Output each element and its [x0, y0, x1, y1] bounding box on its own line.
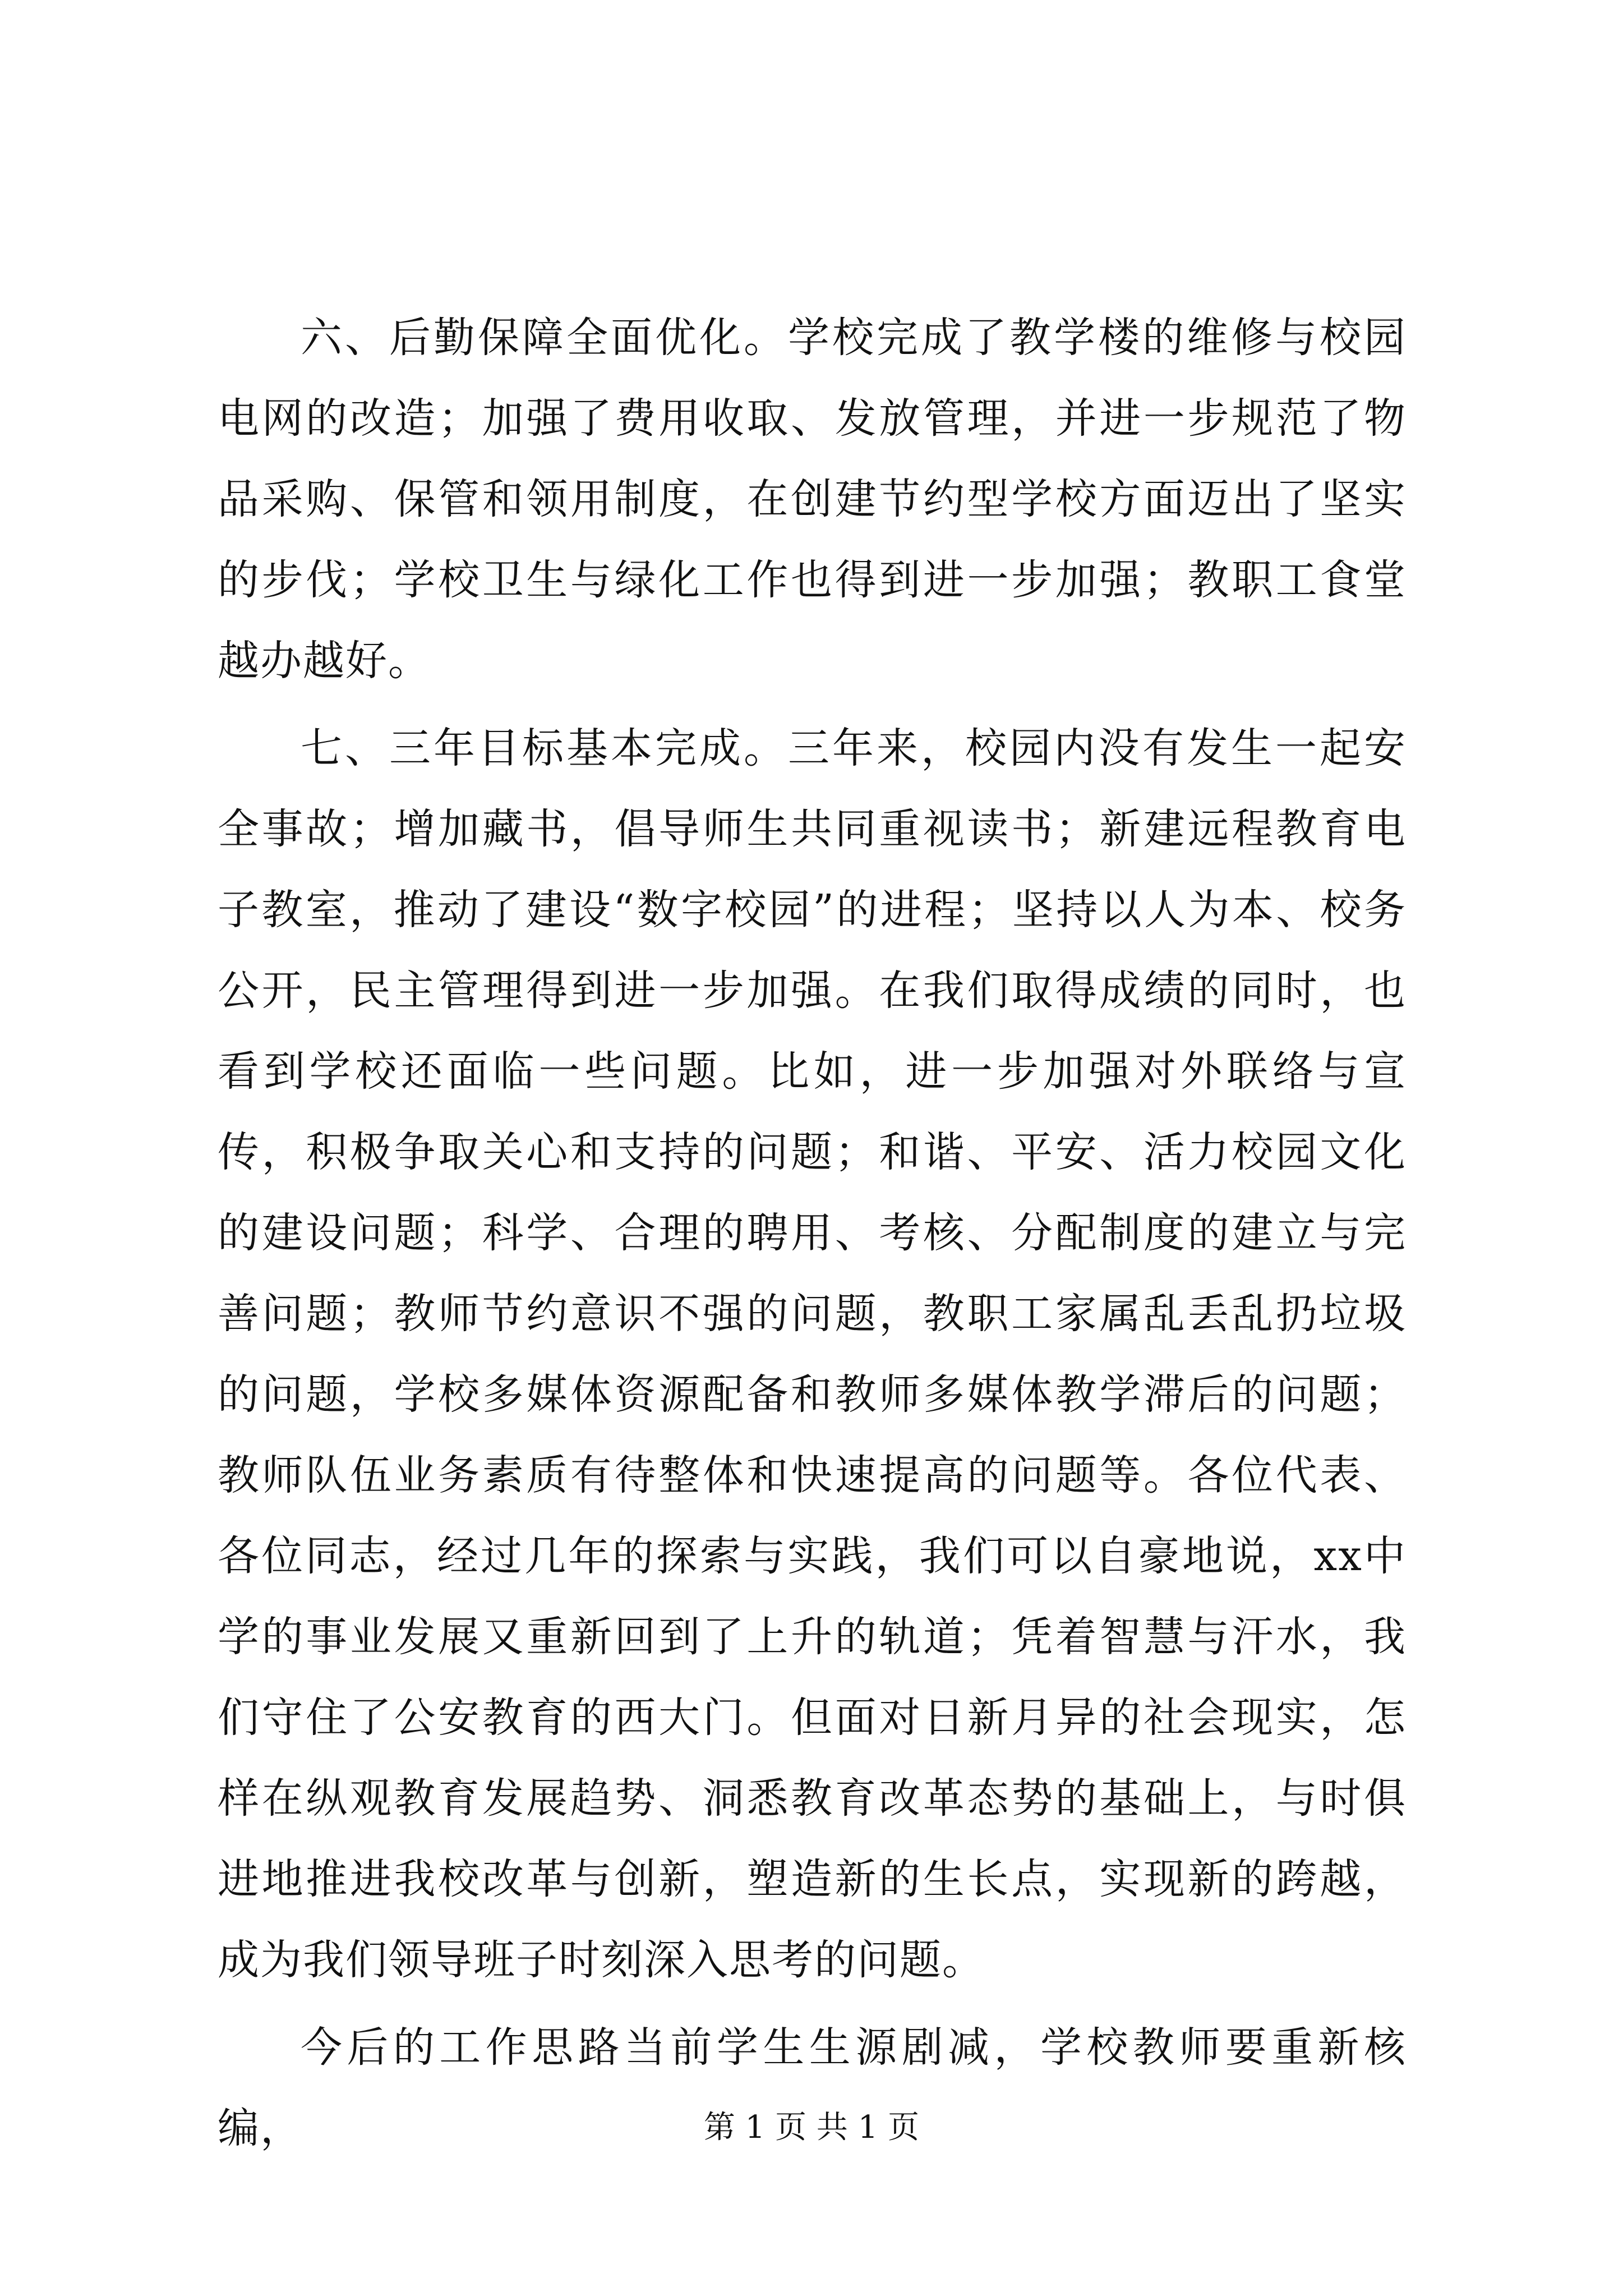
- paragraph-future-plan: 今后的工作思路当前学生生源剧减，学校教师要重新核编，: [218, 2023, 1407, 2152]
- document-body: [218, 297, 1407, 2169]
- paragraph-three-year-goals: 七、三年目标基本完成。三年来，校园内没有发生一起安全事故；增加藏书，倡导师生共同重视读书；新建远程教育电子教室，推动了建设“数字校园”的进程；坚持以人为本、校务公开，民主管理得到进一步加强。在我们取得成绩的同时，也看到学校还面临一些问题。比如，进一步加强对外联络与宣传，积极争取关心和支持的问题；和谐、平安、活力校园文化的建设问题；科学、合理的聘用、考核、分配制度的建立与完善问题；教师节约意识不强的问题，教职工家属乱丢乱扔垃圾的问题，学校多媒体资源配备和教师多媒体教学滞后的问题；教师队伍业务素质有待整体和快速提高的问题等。各位代表、各位同志，经过几年的探索与实践，我们可以自豪地说，xx中学的事业发展又重新回到了上升的轨道；凭着智慧与汗水，我们守住了公安教育的西大门。但面对日新月异的社会现实，怎样在纵观教育发展趋势、洞悉教育改革态势的基础上，与时俱进地推进我校改革与创新，塑造新的生长点，实现新的跨越，成为我们领导班子时刻深入思考的问题。: [218, 724, 1407, 1984]
- page-footer: 第 1 页 共 1 页: [703, 2109, 920, 2146]
- paragraph-logistics: 六、后勤保障全面优化。学校完成了教学楼的维修与校园电网的改造；加强了费用收取、发放管理，并进一步规范了物品采购、保管和领用制度，在创建节约型学校方面迈出了坚实的步伐；学校卫生与绿化工作也得到进一步加强；教职工食堂越办越好。: [218, 314, 1407, 685]
